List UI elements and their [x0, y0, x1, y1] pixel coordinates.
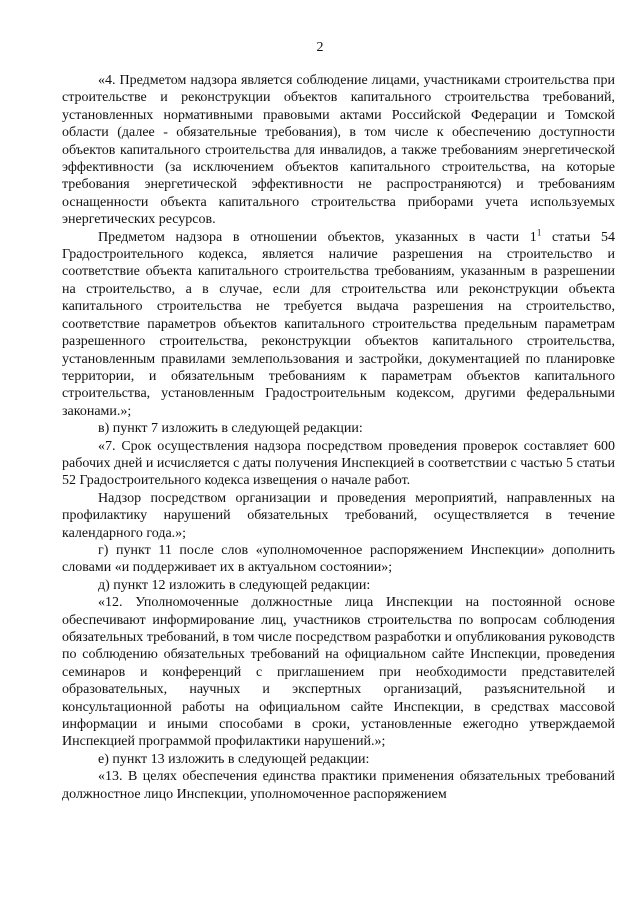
- paragraph-subitem-v: в) пункт 7 изложить в следующей редакции:: [98, 421, 363, 437]
- paragraph-item-4: «4. Предметом надзора является соблюдение лицами, участниками строительства при строительстве и реконструкции объектов капитального строительства требований, установленных нормативными правовыми актами Российской Федерации и Томской области (далее - обязательные требования), в том числе к обеспечению доступности объектов капитального строительства для инвалидов, а также требованиям энергетической эффективности (за исключением объектов капитального строительства, на которые требования энергетической эффективности не распространяются) и требованиям оснащенности объекта капитального строительства приборами учета используемых энергетических ресурсов.: [62, 73, 615, 228]
- paragraph-subitem-d: д) пункт 12 изложить в следующей редакции:: [98, 577, 371, 593]
- paragraph-text: Предметом надзора в отношении объектов, указанных в части 1: [98, 229, 537, 245]
- paragraph-prevention-supervision: Надзор посредством организации и проведения мероприятий, направленных на профилактику нарушений обязательных требований, осуществляется в течение календарного года.»;: [62, 490, 615, 541]
- paragraph-item-13: «13. В целях обеспечения единства практики применения обязательных требований должностное лицо Инспекции, уполномоченное распоряжением: [62, 769, 615, 802]
- paragraph-item-7: «7. Срок осуществления надзора посредством проведения проверок составляет 600 рабочих дней и исчисляется с даты получения Инспекцией в соответствии с частью 5 статьи 52 Градостроительного кодекса извещения о начале работ.: [62, 438, 615, 489]
- paragraph-subject-of-supervision: [62, 229, 615, 420]
- page-number: 2: [316, 40, 324, 55]
- paragraph-item-12: «12. Уполномоченные должностные лица Инспекции на постоянной основе обеспечивают информирование лиц, участников строительства по вопросам соблюдения обязательных требований, в том числе посредством разработки и опубликования руководств по соблюдению обязательных требований на официальном сайте Инспекции, проведения семинаров и конференций с приглашением при необходимости представителей образовательных, научных и экспертных организаций, разъяснительной и консультационной работы на официальном сайте Инспекции, в средствах массовой информации и иными способами в сроки, установленные ежегодно утверждаемой Инспекцией программой профилактики нарушений.»;: [62, 595, 615, 750]
- document-body: [62, 72, 615, 803]
- paragraph-subitem-e: е) пункт 13 изложить в следующей редакции:: [98, 751, 370, 767]
- paragraph-subitem-g: г) пункт 11 после слов «уполномоченное распоряжением Инспекции» дополнить словами «и поддерживает их в актуальном состоянии»;: [62, 542, 615, 576]
- superscript-mark: 1: [536, 227, 542, 237]
- paragraph-text: статьи 54 Градостроительного кодекса, является наличие разрешения на строительство и соответствие объекта капитального строительства требованиям, указанным в разрешении на строительство, а в случае, если для строительства или реконструкции объекта капитального строительства не требуется выдача разрешения на строительство, соответствие параметров объектов капитального строительства предельным параметрам разрешенного строительства, реконструкции объектов капитального строительства, установленным правилами землепользования и застройки, документацией по планировке территории, и обязательным требованиям к параметрам объектов капитального строительства, установленным Градостроительным кодексом, другими федеральными законами.»;: [62, 229, 615, 419]
